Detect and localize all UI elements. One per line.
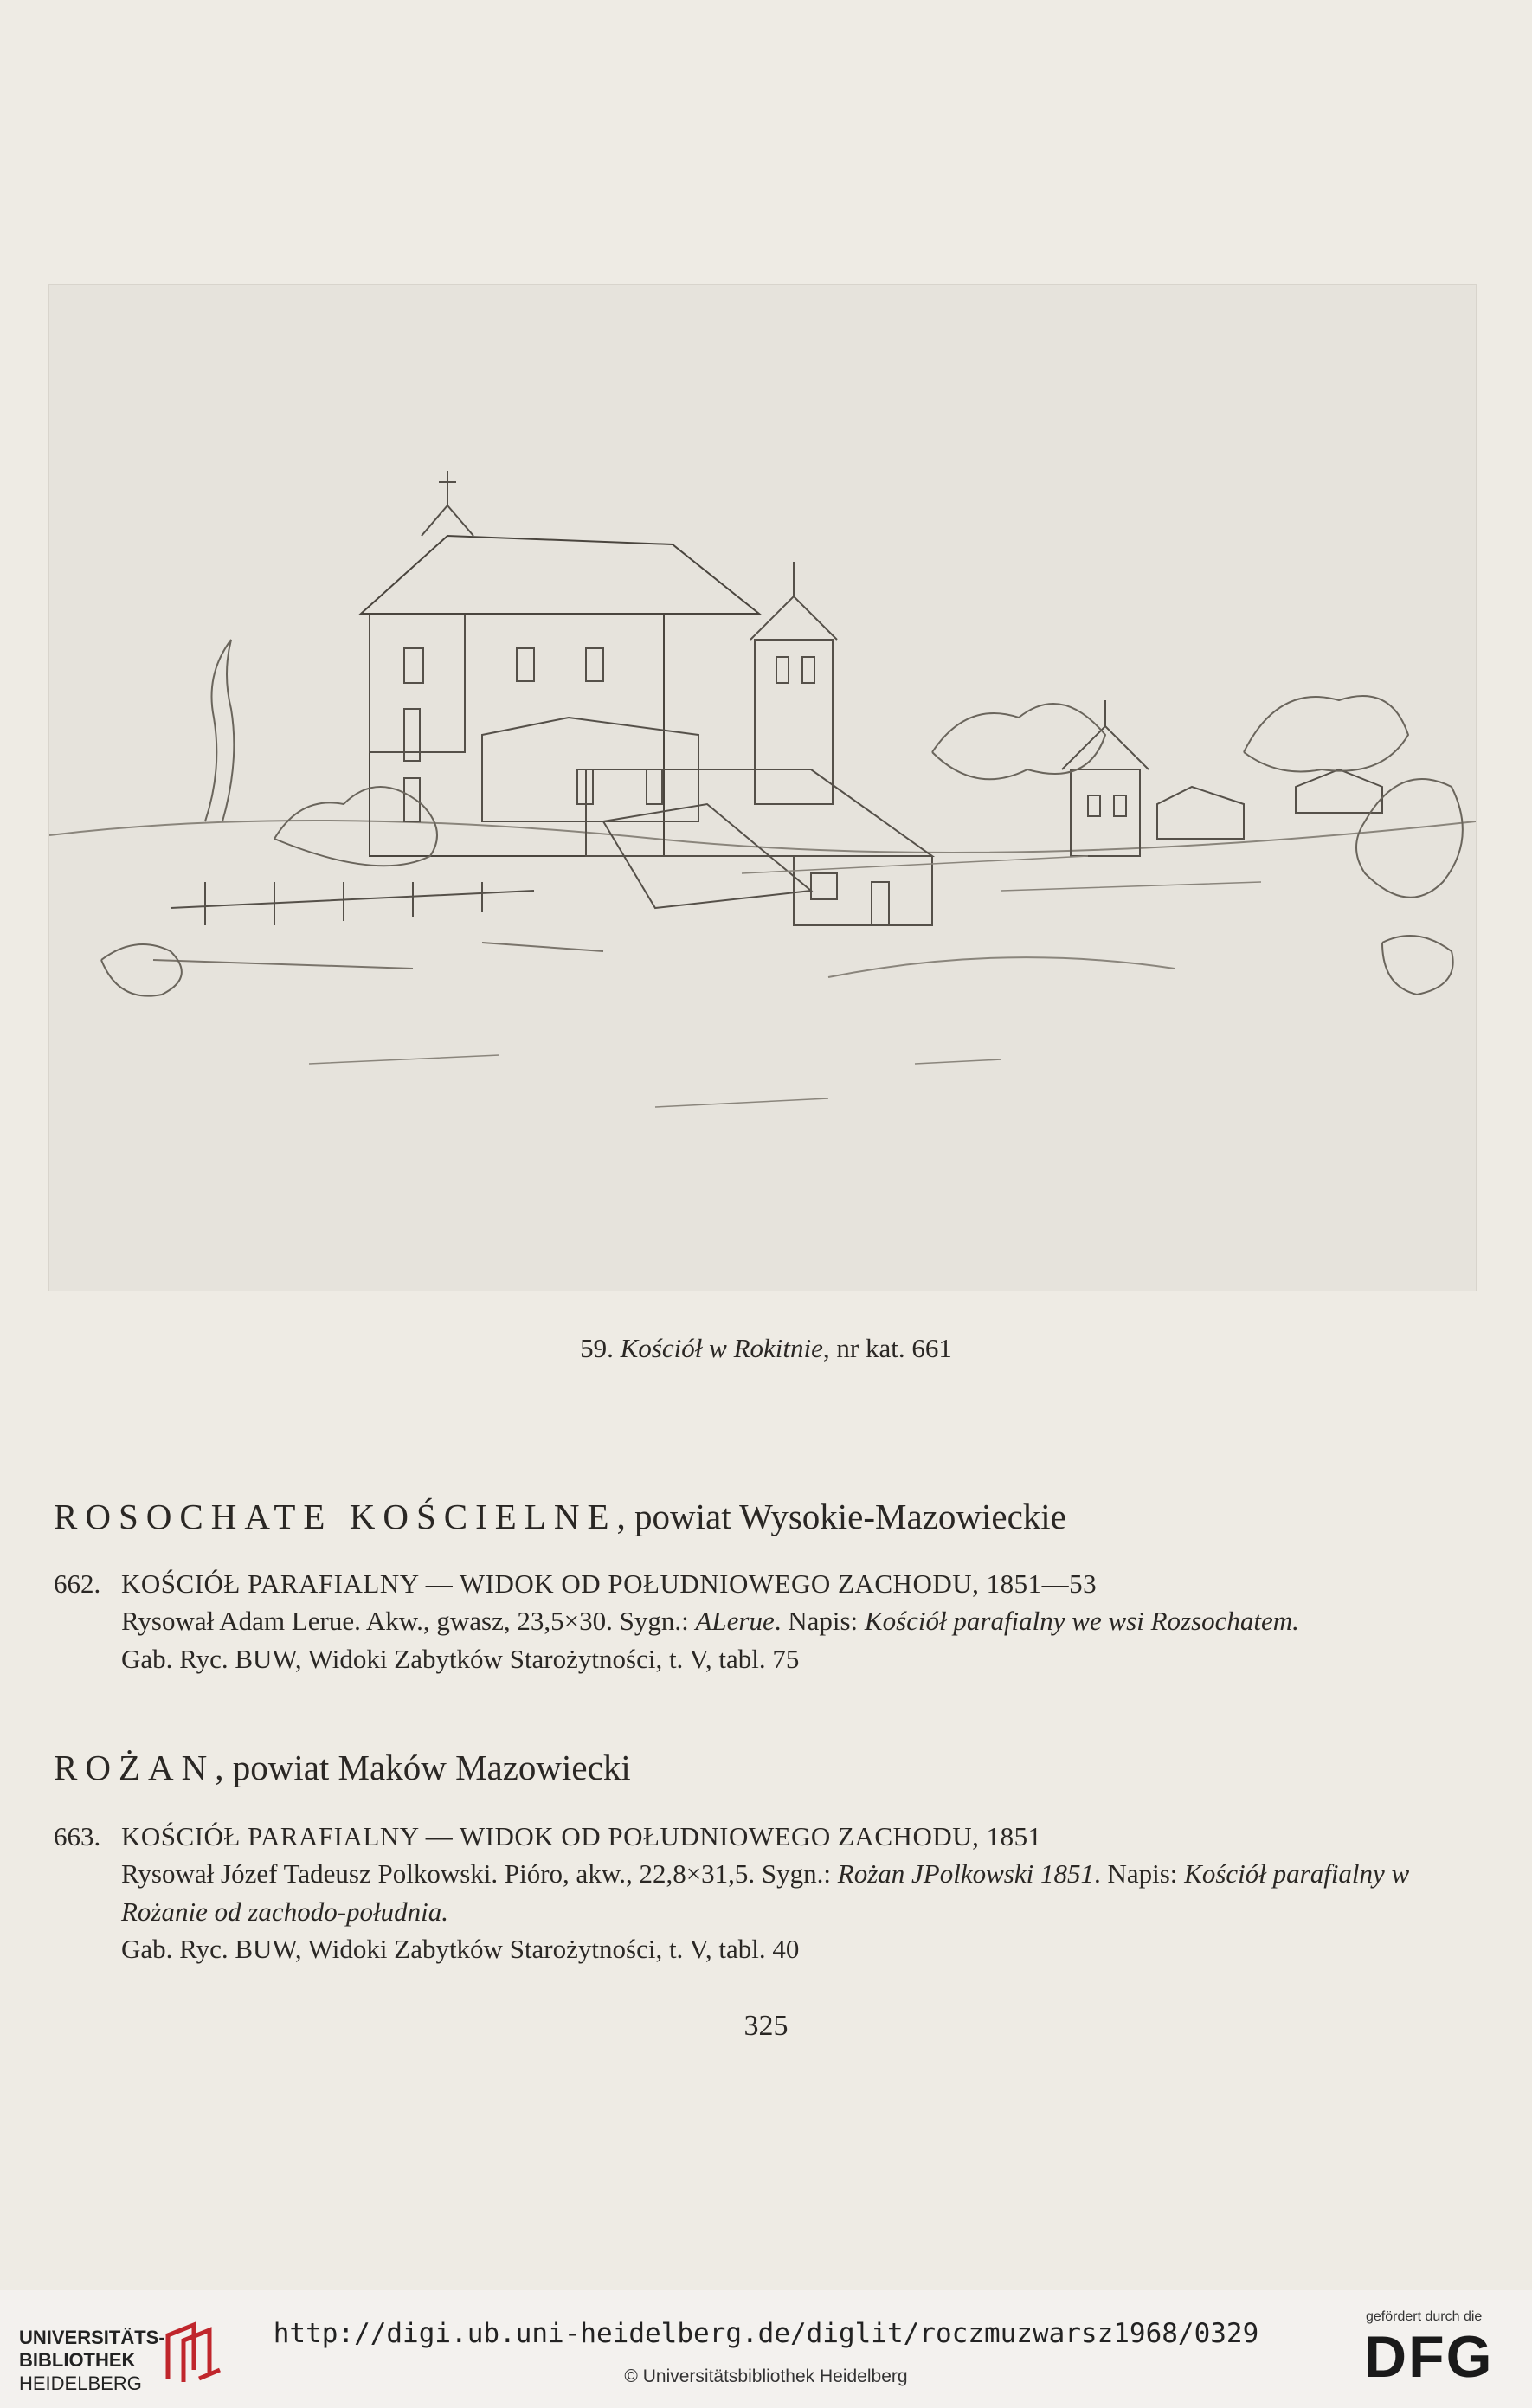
funding-note: gefördert durch die [1366, 2309, 1483, 2324]
figure-caption [0, 1333, 1532, 1364]
entry-inscription: Kościół parafialny we wsi Rozsochatem. [864, 1606, 1299, 1637]
library-name-line3: HEIDELBERG [19, 2372, 142, 2394]
entry-title: KOŚCIÓŁ PARAFIALNY — WIDOK OD POŁUDNIOWEGO ZACHODU, 1851 [121, 1821, 1042, 1851]
library-name-line1: UNIVERSITÄTS- [19, 2327, 165, 2348]
section-heading-rozan [54, 1747, 631, 1788]
entry-inscription-label: . Napis: [1093, 1858, 1185, 1890]
dfg-logo[interactable] [1361, 2309, 1516, 2396]
entry-desc-prefix: Rysował Józef Tadeusz Polkowski. Pióro, akw., 22,8×31,5. Sygn.: [121, 1858, 838, 1890]
section-district: , powiat Maków Mazowiecki [215, 1748, 631, 1787]
catalog-entry-662 [54, 1565, 1490, 1677]
catalog-entry-663 [54, 1818, 1490, 1968]
entry-number: 662. [54, 1568, 101, 1599]
entry-source: Gab. Ryc. BUW, Widoki Zabytków Starożytności, t. V, tabl. 75 [121, 1643, 800, 1674]
page-number: 325 [743, 2010, 789, 2042]
church-drawing [49, 285, 1476, 1291]
digitization-footer [0, 2290, 1532, 2408]
permalink-url[interactable]: http://digi.ub.uni-heidelberg.de/diglit/roczmuzwarsz1968/0329 [273, 2318, 1259, 2349]
library-name-line2: BIBLIOTHEK [19, 2349, 136, 2372]
entry-title: KOŚCIÓŁ PARAFIALNY — WIDOK OD POŁUDNIOWEGO ZACHODU, 1851—53 [121, 1568, 1098, 1599]
entry-desc-prefix: Rysował Adam Lerue. Akw., gwasz, 23,5×30. Sygn.: [121, 1606, 696, 1637]
entry-signature: ALerue [695, 1606, 775, 1637]
entry-inscription-label: . Napis: [774, 1606, 865, 1637]
section-place: ROŻAN [54, 1748, 216, 1787]
section-district: , powiat Wysokie-Mazowieckie [616, 1497, 1066, 1536]
entry-description [54, 1855, 1490, 1930]
entry-inscription: Kościół parafialny w Rożanie od zachodo-południa. [121, 1858, 1410, 1927]
caption-title: Kościół w Rokitnie [620, 1333, 823, 1363]
entry-description [54, 1602, 1490, 1639]
section-place: ROSOCHATE KOŚCIELNE [54, 1497, 617, 1536]
entry-signature: Rożan JPolkowski 1851 [837, 1858, 1094, 1890]
copyright-notice: © Universitätsbibliothek Heidelberg [624, 2366, 908, 2386]
section-heading-rosochate [54, 1496, 1066, 1537]
entry-source: Gab. Ryc. BUW, Widoki Zabytków Starożytności, t. V, tabl. 40 [121, 1934, 800, 1965]
entry-number: 663. [54, 1821, 101, 1851]
funding-org: DFG [1364, 2324, 1494, 2390]
caption-ref: , nr kat. 661 [822, 1333, 952, 1363]
church-sketch-illustration [48, 284, 1477, 1291]
caption-number: 59. [580, 1333, 614, 1363]
